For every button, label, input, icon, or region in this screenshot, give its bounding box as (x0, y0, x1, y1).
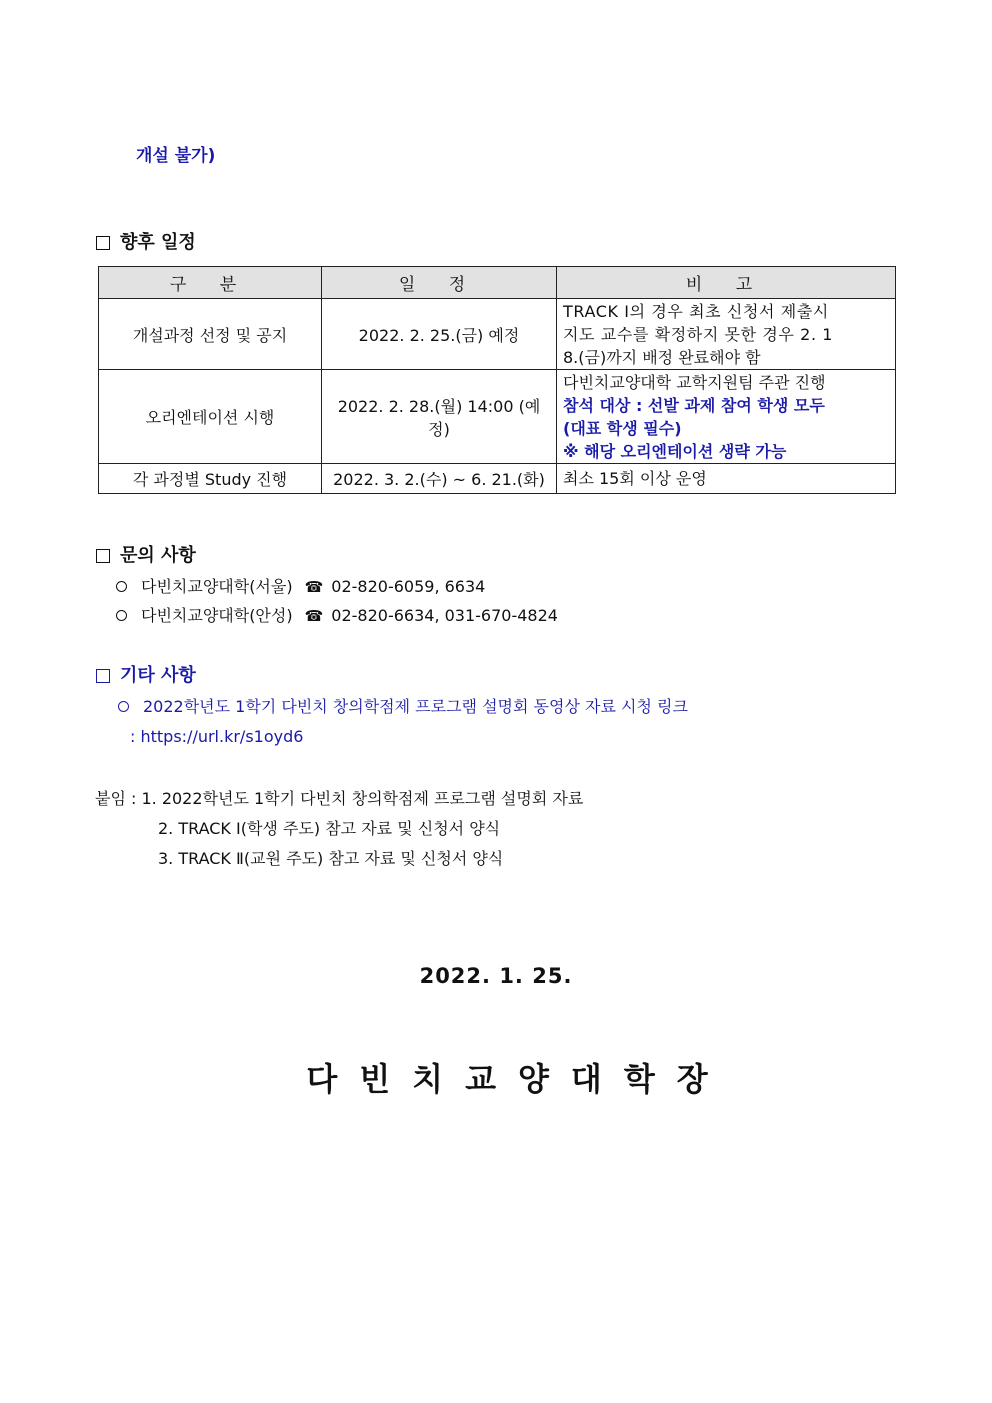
table-row (99, 299, 896, 370)
inquiry-heading (96, 541, 196, 567)
etc-link[interactable]: : https://url.kr/s1oyd6 (130, 727, 304, 746)
row2-date: 2022. 2. 28.(월) 14:00 (예정) (322, 370, 557, 464)
row3-date: 2022. 3. 2.(수) ~ 6. 21.(화) (322, 464, 557, 494)
schedule-heading-text: 향후 일정 (120, 232, 196, 253)
document-date: 2022. 1. 25. (419, 964, 573, 988)
header-date: 일 정 (322, 267, 557, 299)
inquiry-numbers: 02-820-6634, 031-670-4824 (331, 606, 558, 625)
row2-category: 오리엔테이션 시행 (99, 370, 322, 464)
row1-note-line: 8.(금)까지 배정 완료해야 함 (563, 347, 761, 367)
inquiry-org: 다빈치교양대학(서울) (141, 577, 293, 596)
table-header-row (99, 267, 896, 299)
inquiry-numbers: 02-820-6059, 6634 (331, 577, 486, 596)
bullet-circle-icon (118, 701, 129, 712)
etc-item-text: 2022학년도 1학기 다빈치 창의학점제 프로그램 설명회 동영상 자료 시청 링크 (143, 697, 688, 716)
row1-note-line: 지도 교수를 확정하지 못한 경우 2. 1 (563, 324, 834, 344)
row1-date: 2022. 2. 25.(금) 예정 (322, 299, 557, 370)
attachment-1: 붙임 : 1. 2022학년도 1학기 다빈치 창의학점제 프로그램 설명회 자료 (95, 789, 584, 808)
checkbox-square-icon (96, 549, 110, 563)
row2-note-emphasis: (대표 학생 필수) (563, 418, 682, 438)
header-category: 구 분 (99, 267, 322, 299)
row2-note (557, 370, 896, 464)
row1-note (557, 299, 896, 370)
bullet-circle-icon (116, 610, 127, 621)
row2-note-emphasis: ※ 해당 오리엔테이션 생략 가능 (563, 441, 787, 461)
inquiry-item-anseong (116, 603, 558, 626)
attachment-3: 3. TRACK Ⅱ(교원 주도) 참고 자료 및 신청서 양식 (158, 849, 504, 868)
header-note: 비 고 (557, 267, 896, 299)
etc-heading-text: 기타 사항 (120, 665, 196, 686)
etc-heading (96, 661, 196, 687)
inquiry-org: 다빈치교양대학(안성) (141, 606, 293, 625)
schedule-heading (96, 228, 196, 254)
row2-note-emphasis: 참석 대상 : 선발 과제 참여 학생 모두 (563, 395, 825, 415)
top-note: 개설 불가) (136, 146, 216, 166)
etc-item (118, 694, 688, 717)
row1-category: 개설과정 선정 및 공지 (99, 299, 322, 370)
table-row (99, 370, 896, 464)
attachment-2: 2. TRACK Ⅰ(학생 주도) 참고 자료 및 신청서 양식 (158, 819, 501, 838)
row3-category: 각 과정별 Study 진행 (99, 464, 322, 494)
table-row (99, 464, 896, 494)
schedule-table (98, 266, 896, 494)
bullet-circle-icon (116, 581, 127, 592)
inquiry-heading-text: 문의 사항 (120, 545, 196, 566)
checkbox-square-icon (96, 236, 110, 250)
inquiry-item-seoul (116, 574, 485, 597)
phone-icon: ☎ (304, 607, 324, 625)
checkbox-square-icon (96, 669, 110, 683)
phone-icon: ☎ (304, 578, 324, 596)
row2-note-line: 다빈치교양대학 교학지원팀 주관 진행 (563, 372, 826, 392)
signature: 다빈치교양대학장 (306, 1060, 730, 1098)
row1-note-line: TRACK Ⅰ의 경우 최초 신청서 제출시 (563, 301, 829, 321)
row3-note: 최소 15회 이상 운영 (557, 464, 896, 494)
